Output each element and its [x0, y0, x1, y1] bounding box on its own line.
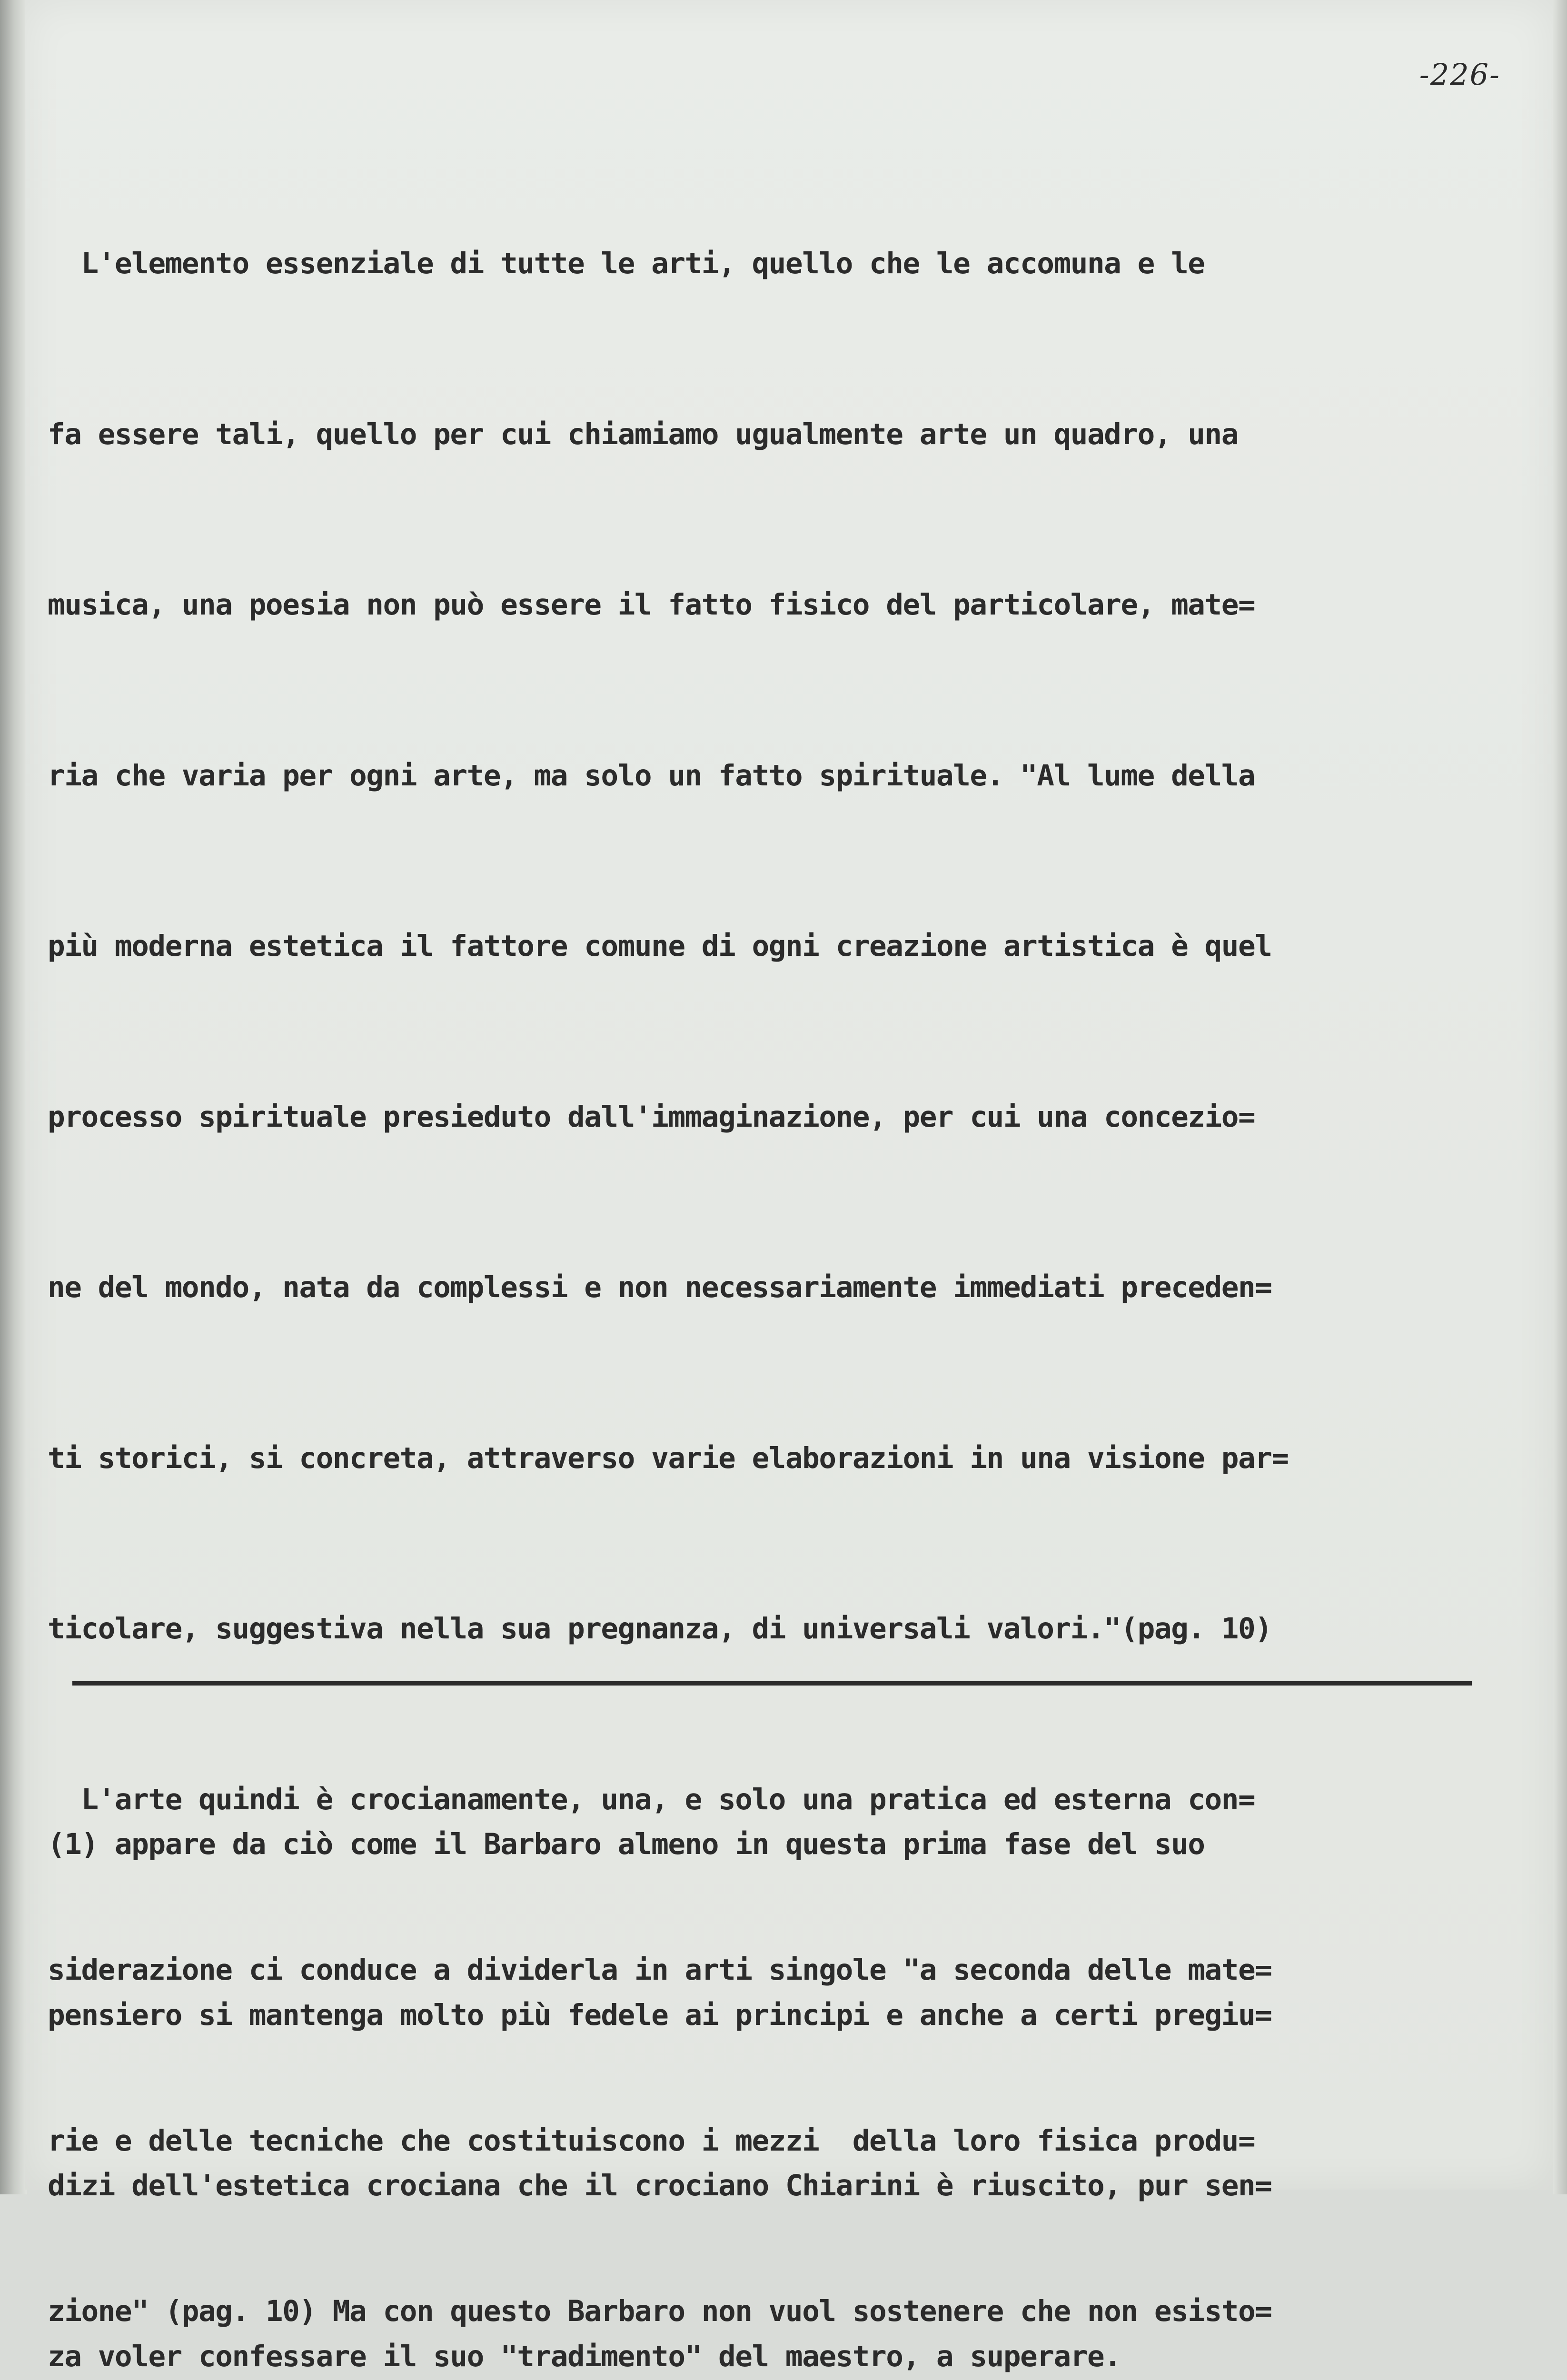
footnote-line: dizi dell'estetica crociana che il crociano Chiarini è riuscito, pur sen= — [48, 2157, 1480, 2214]
text-line: siderazione ci conduce a dividerla in arti singole "a seconda delle mate= — [48, 1942, 1480, 1999]
text-line: ria che varia per ogni arte, ma solo un fatto spirituale. "Al lume della — [48, 747, 1480, 804]
page-edge — [1553, 0, 1567, 2194]
text-line: ti storici, si concreta, attraverso varie elaborazioni in una visione par= — [48, 1430, 1480, 1487]
text-line: rie e delle tecniche che costituiscono i mezzi della loro fisica produ= — [48, 2112, 1480, 2170]
text-line: fa essere tali, quello per cui chiamiamo ugualmente arte un quadro, una — [48, 406, 1480, 463]
text-line: ticolare, suggestiva nella sua pregnanza, di universali valori."(pag. 10) — [48, 1600, 1480, 1657]
text-line: L'arte quindi è crocianamente, una, e solo una pratica ed esterna con= — [48, 1771, 1480, 1828]
page-number: -226- — [1419, 57, 1500, 92]
footnote-line: za voler confessare il suo "tradimento" del maestro, a superare. — [48, 2328, 1480, 2380]
text-line: musica, una poesia non può essere il fatto fisico del particolare, mate= — [48, 576, 1480, 634]
footnote — [48, 1702, 1480, 2380]
text-line: processo spirituale presieduto dall'immaginazione, per cui una concezio= — [48, 1089, 1480, 1146]
binding-edge — [0, 0, 27, 2194]
text-line: zione" (pag. 10) Ma con questo Barbaro non vuol sostenere che non esisto= — [48, 2283, 1480, 2340]
footnote-divider — [72, 1681, 1472, 1686]
footnote-line: (1) appare da ciò come il Barbaro almeno in questa prima fase del suo — [48, 1816, 1480, 1873]
footnote-line: pensiero si mantenga molto più fedele ai principi e anche a certi pregiu= — [48, 1987, 1480, 2044]
text-line: ne del mondo, nata da complessi e non necessariamente immediati preceden= — [48, 1259, 1480, 1316]
document-page — [25, 0, 1553, 2190]
text-line: L'elemento essenziale di tutte le arti, quello che le accomuna e le — [48, 235, 1480, 292]
text-line: più moderna estetica il fattore comune di ogni creazione artistica è quel — [48, 918, 1480, 975]
